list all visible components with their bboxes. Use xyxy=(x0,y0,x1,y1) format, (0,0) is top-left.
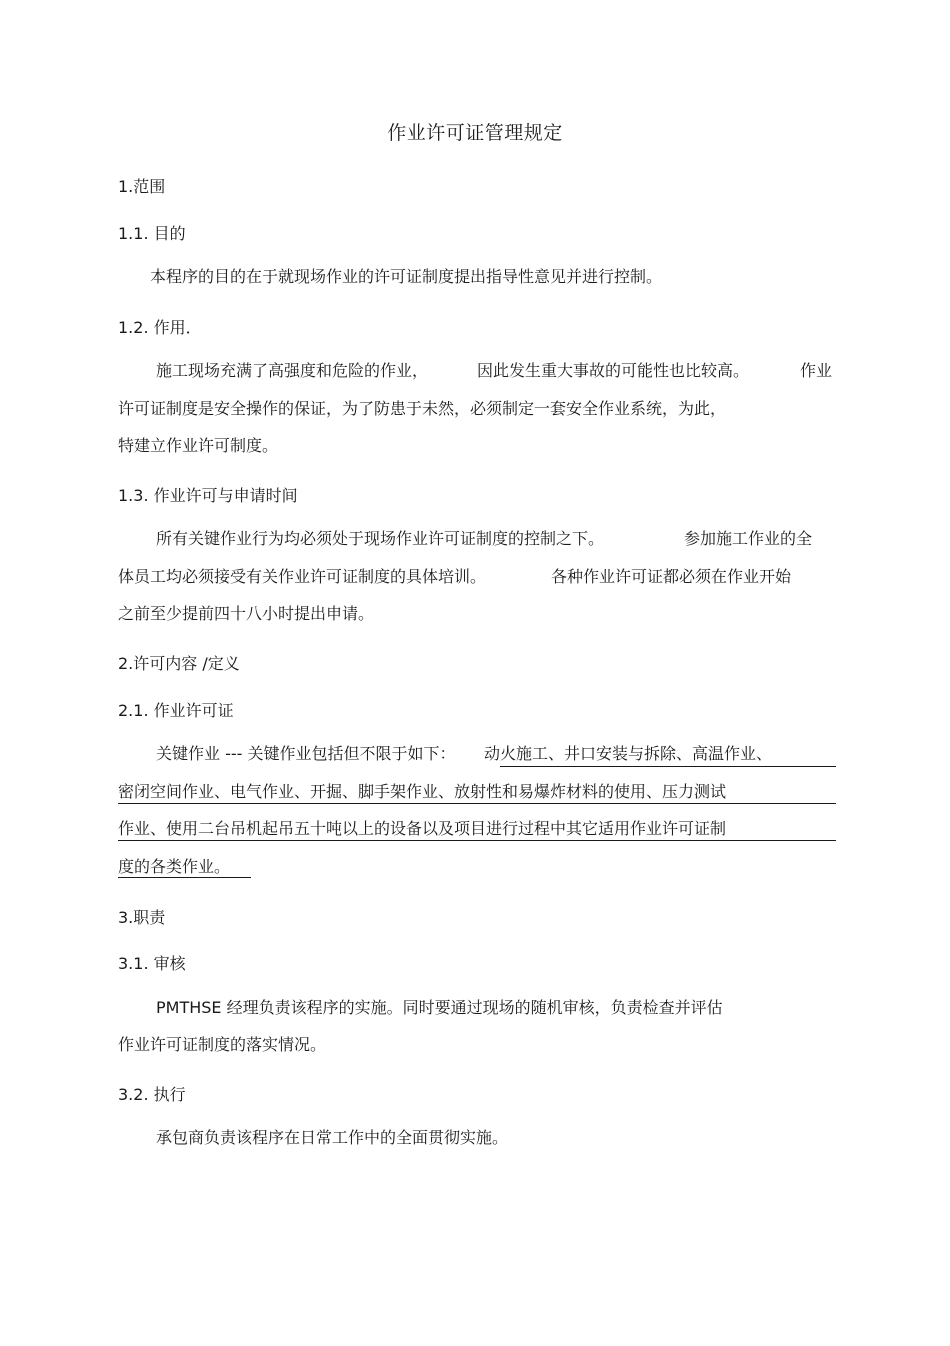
definition-line-2: 密闭空间作业、电气作业、开掘、脚手架作业、放射性和易爆炸材料的使用、压力测试 xyxy=(118,782,727,801)
heading-permit-content: 2.许可内容 /定义 xyxy=(118,654,240,673)
underline-4 xyxy=(118,877,251,878)
definition-line-1b: 动火施工、井口安装与拆除、高温作业、 xyxy=(484,744,773,763)
function-line-3: 特建立作业许可制度。 xyxy=(118,436,279,455)
definition-line-1a: 关键作业 --- 关键作业包括但不限于如下： xyxy=(156,744,456,763)
heading-work-permit: 2.1. 作业许可证 xyxy=(118,701,234,720)
heading-function: 1.2. 作用． xyxy=(118,318,202,337)
definition-line-4: 度的各类作业。 xyxy=(118,857,231,876)
function-line-2: 许可证制度是安全操作的保证，为了防患于未然，必须制定一套安全作业系统，为此， xyxy=(118,399,727,418)
document-title: 作业许可证管理规定 xyxy=(387,122,563,144)
heading-purpose: 1.1. 目的 xyxy=(118,224,186,243)
application-line-1b: 参加施工作业的全 xyxy=(684,529,813,548)
function-line-1b: 因此发生重大事故的可能性也比较高。 xyxy=(477,361,750,380)
application-line-2b: 各种作业许可证都必须在作业开始 xyxy=(551,567,792,586)
heading-execution: 3.2. 执行 xyxy=(118,1085,186,1104)
execution-paragraph: 承包商负责该程序在日常工作中的全面贯彻实施。 xyxy=(156,1128,509,1147)
purpose-paragraph: 本程序的目的在于就现场作业的许可证制度提出指导性意见并进行控制。 xyxy=(150,267,663,286)
function-line-1a: 施工现场充满了高强度和危险的作业， xyxy=(156,361,429,380)
application-line-3: 之前至少提前四十八小时提出申请。 xyxy=(118,604,375,623)
heading-audit: 3.1. 审核 xyxy=(118,954,186,973)
audit-line-1: PMTHSE 经理负责该程序的实施。同时要通过现场的随机审核，负责检查并评估 xyxy=(156,998,723,1017)
heading-scope: 1.范围 xyxy=(118,177,166,196)
definition-line-3: 作业、使用二台吊机起吊五十吨以上的设备以及项目进行过程中其它适用作业许可证制 xyxy=(118,819,727,838)
audit-line-2: 作业许可证制度的落实情况。 xyxy=(118,1035,327,1054)
application-line-1a: 所有关键作业行为均必须处于现场作业许可证制度的控制之下。 xyxy=(156,529,605,548)
underline-1 xyxy=(500,766,836,767)
underline-2 xyxy=(118,803,836,804)
heading-responsibilities: 3.职责 xyxy=(118,908,166,927)
function-line-1c: 作业 xyxy=(800,361,833,380)
application-line-2a: 体员工均必须接受有关作业许可证制度的具体培训。 xyxy=(118,567,487,586)
heading-permit-application: 1.3. 作业许可与申请时间 xyxy=(118,486,298,505)
underline-3 xyxy=(118,840,836,841)
